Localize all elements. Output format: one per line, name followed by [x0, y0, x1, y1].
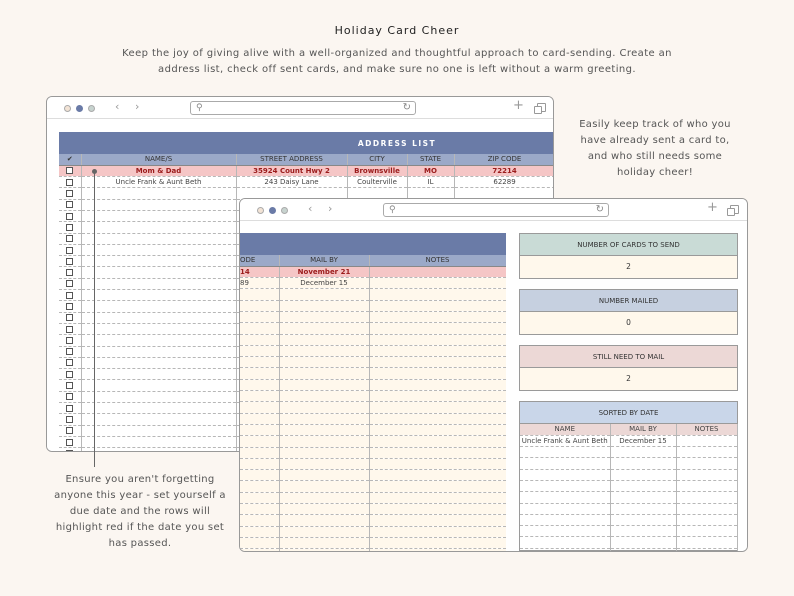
sorted-by-date-title: SORTED BY DATE	[520, 402, 737, 424]
address-bar[interactable]	[383, 203, 609, 217]
sent-checkbox[interactable]	[66, 179, 73, 186]
still-to-mail-card	[519, 345, 738, 391]
empty-row[interactable]	[240, 424, 506, 435]
mail-by-table	[240, 233, 507, 552]
forward-icon[interactable]: ›	[328, 202, 333, 215]
cell-mail-by[interactable]: December 15	[279, 278, 369, 289]
sent-checkbox[interactable]	[66, 213, 73, 220]
window-dot-3[interactable]	[281, 207, 288, 214]
empty-row[interactable]	[520, 526, 737, 537]
empty-row[interactable]	[240, 515, 506, 526]
still-to-mail-value: 2	[626, 374, 631, 383]
empty-row[interactable]	[240, 504, 506, 515]
cell-zip-partial[interactable]: 89	[240, 278, 279, 289]
empty-row[interactable]	[240, 368, 506, 379]
sorted-cell-notes[interactable]	[676, 435, 737, 446]
table-row[interactable]	[240, 266, 506, 277]
sent-checkbox[interactable]	[66, 393, 73, 400]
cell-state[interactable]: MO	[407, 165, 454, 176]
empty-row[interactable]	[520, 447, 737, 458]
col-notes: NOTES	[369, 255, 506, 266]
sent-checkbox[interactable]	[66, 439, 73, 446]
empty-row[interactable]	[240, 379, 506, 390]
col-name: NAME/S	[81, 154, 236, 165]
empty-row[interactable]	[240, 334, 506, 345]
cards-to-send-value: 2	[626, 262, 631, 271]
cell-city[interactable]: Coulterville	[347, 177, 407, 188]
cell-name[interactable]: Uncle Frank & Aunt Beth	[81, 177, 236, 188]
table-row[interactable]	[59, 165, 554, 176]
dashboard-window	[239, 198, 748, 552]
sent-checkbox[interactable]	[66, 258, 73, 265]
refresh-icon[interactable]: ↻	[595, 204, 604, 215]
sorted-by-date-panel	[519, 401, 738, 551]
number-mailed-card	[519, 289, 738, 335]
browser-toolbar	[240, 199, 747, 221]
sorted-col-notes: NOTES	[676, 424, 737, 435]
empty-row[interactable]	[520, 503, 737, 514]
empty-row[interactable]	[240, 549, 506, 552]
empty-row[interactable]	[520, 469, 737, 480]
right-note: Easily keep track of who you have already sent a card to, and who still needs some holiday cheer!	[579, 119, 731, 178]
empty-row[interactable]	[240, 345, 506, 356]
empty-row[interactable]	[240, 447, 506, 458]
empty-row[interactable]	[240, 357, 506, 368]
cell-name[interactable]: Mom & Dad	[81, 165, 236, 176]
browser-toolbar	[47, 97, 553, 119]
back-icon[interactable]: ‹	[308, 202, 313, 215]
sorted-col-mail-by: MAIL BY	[610, 424, 676, 435]
empty-row[interactable]	[520, 548, 737, 552]
cards-to-send-label: NUMBER OF CARDS TO SEND	[520, 234, 737, 256]
forward-icon[interactable]: ›	[135, 100, 140, 113]
empty-row[interactable]	[520, 480, 737, 491]
refresh-icon[interactable]: ↻	[402, 102, 411, 113]
table-row[interactable]	[520, 435, 737, 446]
table-row[interactable]	[240, 278, 506, 289]
empty-row[interactable]	[240, 391, 506, 402]
empty-row[interactable]	[240, 413, 506, 424]
address-bar[interactable]	[190, 101, 416, 115]
empty-row[interactable]	[240, 526, 506, 537]
cell-zip[interactable]: 72214	[454, 165, 554, 176]
cell-street[interactable]: 243 Daisy Lane	[236, 177, 347, 188]
sheet-area	[240, 221, 747, 551]
empty-row[interactable]	[520, 537, 737, 548]
col-zip: ZIP CODE	[454, 154, 554, 165]
empty-row[interactable]	[240, 323, 506, 334]
cell-street[interactable]: 35924 Count Hwy 2	[236, 165, 347, 176]
address-list-title: ADDRESS LIST	[59, 132, 554, 154]
empty-row[interactable]	[240, 402, 506, 413]
sent-checkbox[interactable]	[66, 416, 73, 423]
check-column-header: ✔	[59, 154, 81, 165]
empty-row[interactable]	[240, 311, 506, 322]
sent-checkbox[interactable]	[66, 326, 73, 333]
sent-checkbox[interactable]	[66, 190, 73, 197]
col-mail-by: MAIL BY	[279, 255, 369, 266]
col-street: STREET ADDRESS	[236, 154, 347, 165]
cards-to-send-card	[519, 233, 738, 279]
cell-zip-partial[interactable]: 14	[240, 266, 279, 277]
empty-row[interactable]	[240, 436, 506, 447]
col-zip-partial: ODE	[240, 255, 279, 266]
col-state: STATE	[407, 154, 454, 165]
back-icon[interactable]: ‹	[115, 100, 120, 113]
search-icon: ⚲	[196, 103, 203, 113]
intro-text: Keep the joy of giving alive with a well-organized and thoughtful approach to card-sending. Create an address list, check off sent cards, and make sure no one is left without a warm greeting.	[122, 48, 672, 75]
empty-row[interactable]	[520, 458, 737, 469]
empty-row[interactable]	[240, 470, 506, 481]
sent-checkbox[interactable]	[66, 405, 73, 412]
empty-row[interactable]	[240, 492, 506, 503]
sent-checkbox[interactable]	[66, 450, 73, 452]
sent-checkbox[interactable]	[66, 303, 73, 310]
window-dot-3[interactable]	[88, 105, 95, 112]
window-dot-1[interactable]	[64, 105, 71, 112]
sent-checkbox[interactable]	[66, 269, 73, 276]
cell-city[interactable]: Brownsville	[347, 165, 407, 176]
empty-row[interactable]	[240, 458, 506, 469]
sent-checkbox[interactable]	[66, 314, 73, 321]
duplicate-icon[interactable]	[730, 205, 739, 214]
new-tab-icon[interactable]: +	[513, 98, 524, 113]
sent-checkbox[interactable]	[66, 292, 73, 299]
cell-notes[interactable]	[369, 278, 506, 289]
col-city: CITY	[347, 154, 407, 165]
cell-notes[interactable]	[369, 266, 506, 277]
window-dot-2[interactable]	[269, 207, 276, 214]
table-row[interactable]	[59, 177, 554, 188]
sent-checkbox[interactable]	[66, 247, 73, 254]
empty-row[interactable]	[240, 289, 506, 300]
empty-row[interactable]	[240, 300, 506, 311]
callout-dot	[92, 169, 97, 174]
new-tab-icon[interactable]: +	[707, 200, 718, 215]
empty-row[interactable]	[240, 481, 506, 492]
sent-checkbox[interactable]	[66, 224, 73, 231]
sent-checkbox[interactable]	[66, 382, 73, 389]
cell-zip[interactable]: 62289	[454, 177, 554, 188]
sorted-cell-mail-by[interactable]: December 15	[610, 435, 676, 446]
duplicate-icon[interactable]	[537, 103, 546, 112]
empty-row[interactable]	[240, 537, 506, 548]
cell-state[interactable]: IL	[407, 177, 454, 188]
sent-checkbox[interactable]	[66, 427, 73, 434]
sent-checkbox[interactable]	[66, 371, 73, 378]
still-to-mail-label: STILL NEED TO MAIL	[520, 346, 737, 368]
sorted-col-name: NAME	[520, 424, 610, 435]
empty-row[interactable]	[520, 514, 737, 525]
sent-checkbox[interactable]	[66, 167, 73, 174]
sent-checkbox[interactable]	[66, 201, 73, 208]
callout-line	[94, 171, 95, 467]
sorted-cell-name[interactable]: Uncle Frank & Aunt Beth	[520, 435, 610, 446]
left-note: Ensure you aren't forgetting anyone this year - set yourself a due date and the rows will highlight red if the date you set has passed.	[54, 474, 226, 549]
window-dot-1[interactable]	[257, 207, 264, 214]
sent-checkbox[interactable]	[66, 235, 73, 242]
number-mailed-label: NUMBER MAILED	[520, 290, 737, 312]
sent-checkbox[interactable]	[66, 337, 73, 344]
page-title: Holiday Card Cheer	[334, 24, 460, 37]
sorted-table	[520, 424, 738, 552]
empty-row[interactable]	[520, 492, 737, 503]
sent-checkbox[interactable]	[66, 348, 73, 355]
window-dot-2[interactable]	[76, 105, 83, 112]
sent-checkbox[interactable]	[66, 280, 73, 287]
search-icon: ⚲	[389, 205, 396, 215]
cell-mail-by[interactable]: November 21	[279, 266, 369, 277]
number-mailed-value: 0	[626, 318, 631, 327]
sent-checkbox[interactable]	[66, 359, 73, 366]
